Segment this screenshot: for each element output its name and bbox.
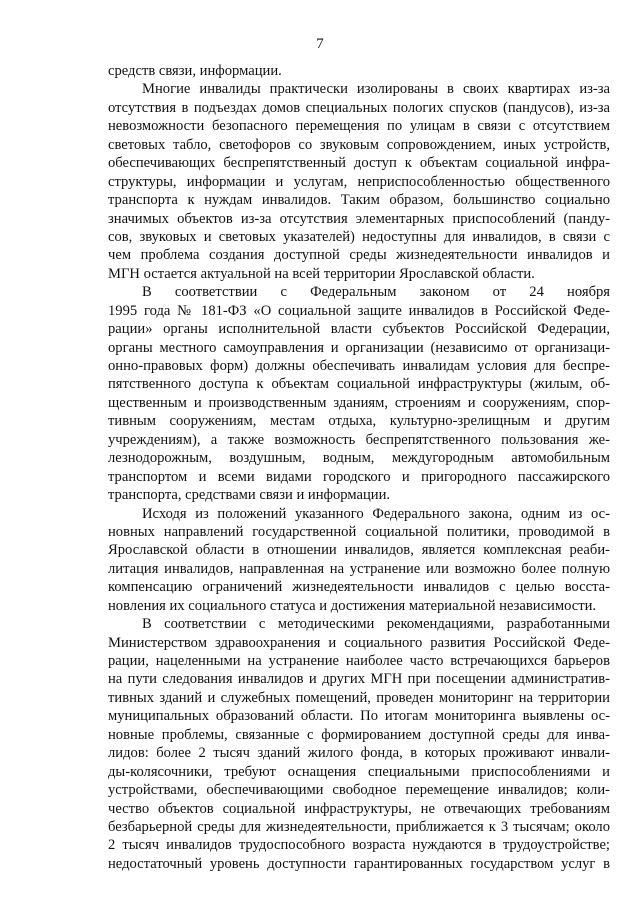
text-line: на пути следования инвалидов и других МГН при посещении административ- (108, 671, 610, 688)
text-line: световых табло, светофоров со звуковым сопровождением, иных устройств, (108, 136, 610, 153)
text-line: транспортом и всеми видами городского и пригородного пассажирского (108, 468, 610, 485)
text-line: онно-правовых форм) должны обеспечивать инвалидам условия для беспре- (108, 358, 610, 374)
text-line: устройствами, обеспечивающими свободное перемещение инвалидов; коли- (108, 782, 610, 799)
text-line: новных направлений государственной социальной политики, проводимой в (108, 523, 610, 540)
text-line: сов, звуковых и световых указателей) недоступны для инвалидов, в связи с (108, 228, 610, 245)
text-line: транспорта к нуждам инвалидов. Таким образом, большинство социально (108, 192, 610, 209)
text-line: пятственного доступа к объектам социальной инфраструктуры (жилым, об- (108, 376, 610, 393)
text-line: новные проблемы, связанные с формированием доступной среды для инва- (108, 726, 610, 743)
text-line: транспорта, средствами связи и информации. (108, 487, 391, 504)
text-line: тивным сооружениям, местам отдыха, культурно-зрелищным и другим (108, 413, 610, 430)
text-line: лезнодорожным, воздушным, водным, междугородным автомобильным (108, 450, 610, 467)
text-line: 1995 года № 181-ФЗ «О социальной защите инвалидов в Российской Федe- (108, 302, 610, 319)
text-line: Исходя из положений указанного Федерального закона, одним из ос- (142, 505, 610, 522)
text-line: Ярославской области в отношении инвалидов, является комплексная реаби- (108, 542, 610, 559)
text-line: литация инвалидов, направленная на устранение или возможно более полную (108, 560, 610, 577)
text-line: щественным и производственным зданиям, строениям и сооружениям, спор- (108, 394, 610, 411)
text-line: обеспечивающих беспрепятственный доступ к объектам социальной инфра- (108, 155, 610, 172)
text-line: невозможности безопасного перемещения по улицам в связи с отсутствием (108, 118, 610, 135)
text-line: компенсацию ограничений жизнедеятельности инвалидов с целью восста- (108, 579, 610, 596)
text-line: МГН остается актуальной на всей территории Ярославской области. (108, 265, 535, 282)
text-line: тивных зданий и служебных помещений, проведен мониторинг на территории (108, 689, 610, 706)
text-line: значимых объектов из-за отсутствия элементарных приспособлений (панду- (108, 210, 610, 227)
text-line: недостаточный уровень доступности гарантированных государством услуг в (108, 855, 610, 872)
text-line: В соответствии с Федеральным законом от 24 ноября (142, 284, 610, 301)
text-line: лидов: более 2 тысяч зданий жилого фонда, в которых проживают инвали- (108, 745, 610, 762)
text-line: органы местного самоуправления и организации (независимо от организаци- (108, 339, 610, 356)
document-body (108, 62, 610, 873)
text-line: муниципальных образований области. По итогам мониторинга выявлены ос- (108, 708, 610, 725)
text-line: новления их социального статуса и достижения материальной независимости. (108, 597, 597, 614)
text-line: В соответствии с методическими рекомендациями, разработанными (142, 616, 610, 633)
page-number: 7 (316, 36, 324, 52)
text-line: учреждениям), а также возможность беспрепятственного пользования же- (108, 431, 610, 448)
text-line: 2 тысяч инвалидов трудоспособного возраста нуждаются в трудоустройстве; (108, 837, 610, 854)
text-line: структуры, информации и услугам, неприспособленностью общественного (108, 173, 610, 190)
text-line: отсутствия в подъездах домов специальных пологих спусков (пандусов), из-за (108, 99, 610, 116)
text-line: рации» органы исполнительной власти субъектов Российской Федерации, (108, 321, 610, 338)
text-line: ды-колясочники, требуют оснащения специальными приспособлениями и (108, 763, 610, 780)
text-line: безбарьерной среды для жизнедеятельности, приближается к 3 тысячам; около (108, 818, 610, 835)
text-line: Министерством здравоохранения и социального развития Российской Феде- (108, 634, 610, 651)
text-line: рации, нацеленными на устранение наиболее часто встречающихся барьеров (108, 653, 610, 669)
text-line: чем проблема создания доступной среды жизнедеятельности инвалидов и (108, 247, 610, 264)
text-line: средств связи, информации. (108, 63, 282, 79)
text-line: чество объектов социальной инфраструктуры, не отвечающих требованиям (108, 800, 610, 817)
text-line: Многие инвалиды практически изолированы в своих квартирах из-за (142, 81, 610, 98)
